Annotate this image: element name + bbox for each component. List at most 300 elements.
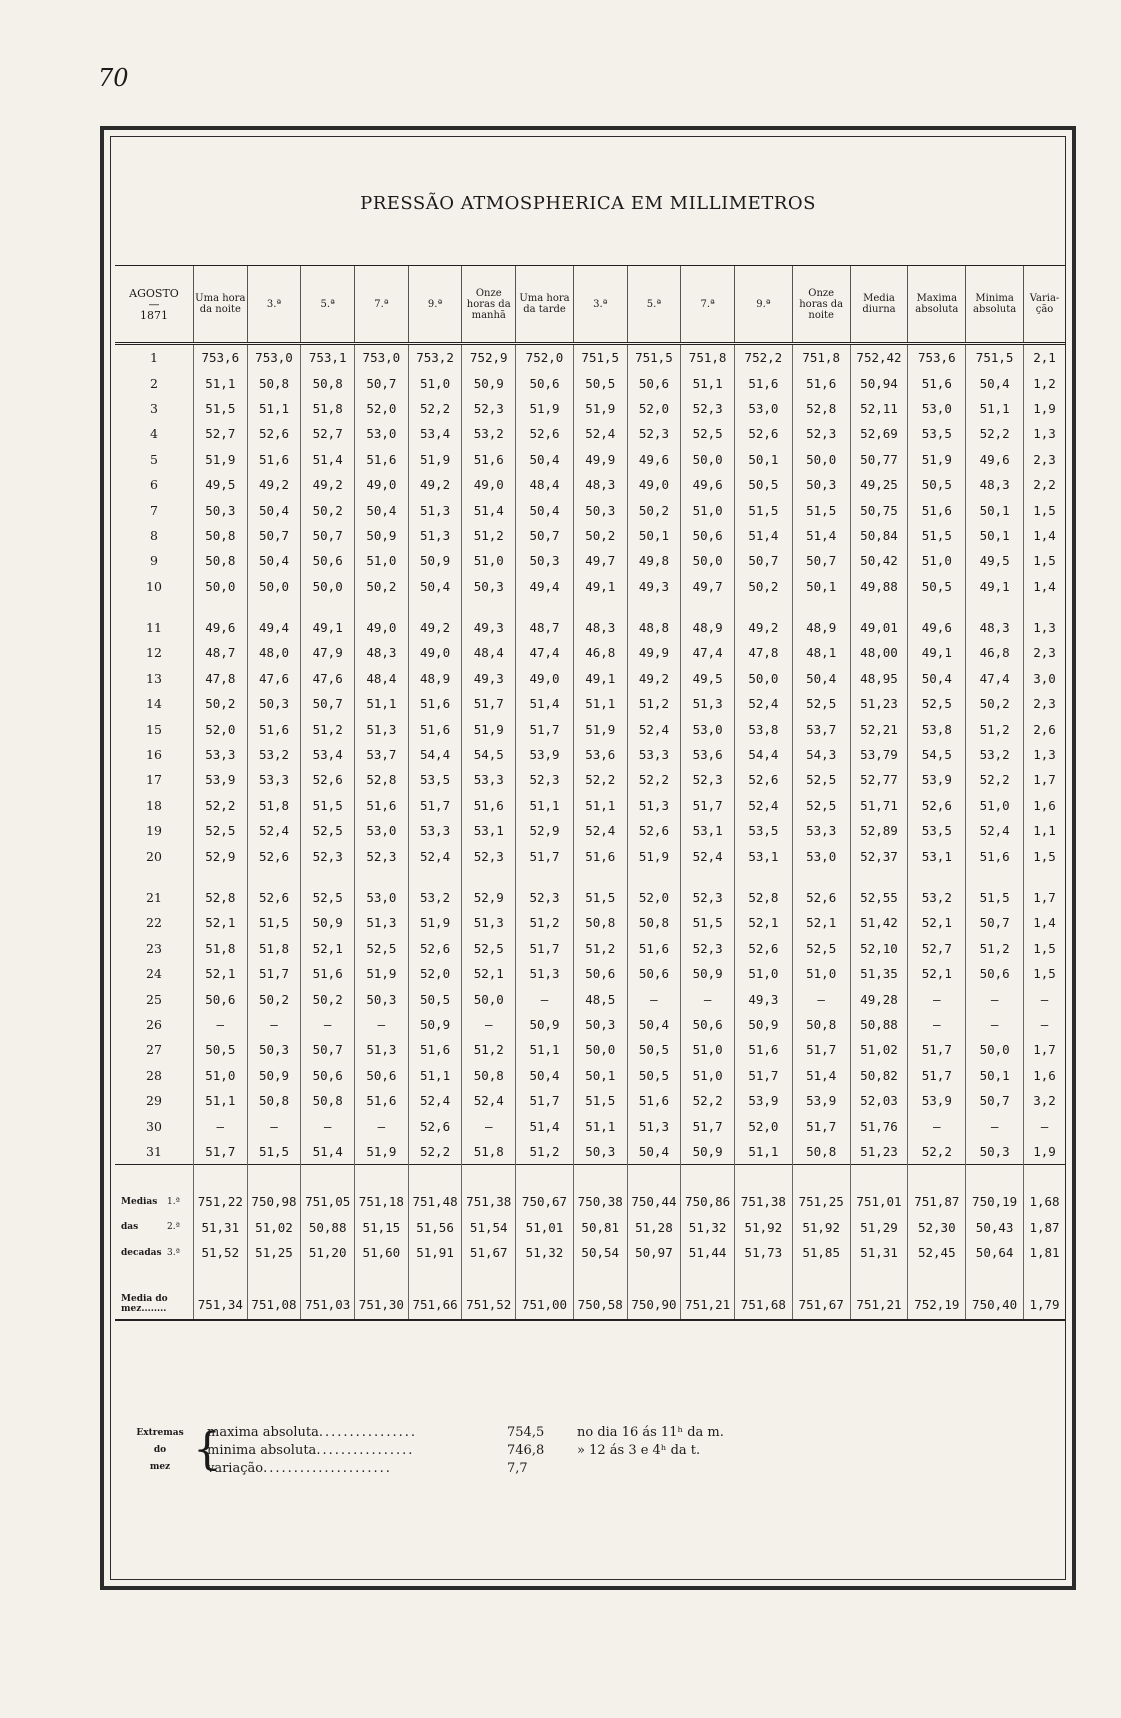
value-cell: — — [301, 1012, 355, 1037]
value-cell: 51,85 — [792, 1240, 850, 1265]
value-cell: 50,5 — [908, 472, 966, 497]
table-row — [115, 344, 1065, 371]
value-cell: 49,0 — [408, 640, 462, 665]
value-cell: 50,1 — [734, 447, 792, 472]
value-cell: 49,3 — [627, 574, 681, 599]
value-cell: 52,5 — [462, 936, 516, 961]
value-cell: 51,3 — [408, 523, 462, 548]
value-cell: 50,4 — [247, 497, 301, 522]
value-cell: 51,0 — [681, 497, 735, 522]
value-cell: — — [681, 986, 735, 1011]
value-cell: 50,2 — [301, 497, 355, 522]
value-cell: 51,2 — [966, 936, 1024, 961]
spacer-cell — [681, 1165, 735, 1190]
value-cell: 753,0 — [355, 344, 409, 371]
month-extremes — [111, 1417, 1071, 1517]
value-cell: 53,4 — [408, 421, 462, 446]
value-cell: 49,5 — [193, 472, 247, 497]
value-cell: 50,6 — [681, 1012, 735, 1037]
spacer-cell — [408, 869, 462, 885]
value-cell: 51,8 — [247, 936, 301, 961]
value-cell: 752,42 — [850, 344, 908, 371]
value-cell: 50,8 — [247, 370, 301, 395]
value-cell: 52,2 — [681, 1088, 735, 1113]
value-cell: 51,7 — [734, 1063, 792, 1088]
day-cell: 1 — [150, 350, 158, 366]
value-cell: 52,2 — [408, 1139, 462, 1165]
day-cell: 26 — [146, 1016, 162, 1032]
value-cell: 52,4 — [681, 843, 735, 868]
value-cell: 52,0 — [408, 961, 462, 986]
value-cell: 49,8 — [627, 548, 681, 573]
value-cell: 53,0 — [734, 396, 792, 421]
day-cell: 18 — [146, 797, 162, 813]
value-cell: 52,4 — [966, 818, 1024, 843]
value-cell: 51,6 — [792, 370, 850, 395]
value-cell: 51,4 — [516, 1113, 574, 1138]
value-cell: 49,7 — [681, 574, 735, 599]
value-cell: 51,5 — [247, 1139, 301, 1165]
value-cell: 51,4 — [734, 523, 792, 548]
value-cell: 51,44 — [681, 1240, 735, 1265]
value-cell: 50,8 — [792, 1139, 850, 1165]
value-cell: 53,2 — [408, 885, 462, 910]
table-row — [115, 793, 1065, 818]
value-cell: 51,23 — [850, 1139, 908, 1165]
day-cell: 24 — [146, 966, 162, 982]
value-cell: 52,3 — [681, 396, 735, 421]
spacer-cell — [247, 1265, 301, 1289]
table-row — [115, 716, 1065, 741]
value-cell: 50,77 — [850, 447, 908, 472]
value-cell: 51,52 — [193, 1240, 247, 1265]
value-cell: 52,7 — [193, 421, 247, 446]
value-cell: 51,6 — [355, 793, 409, 818]
value-cell: 751,25 — [792, 1189, 850, 1214]
value-cell: 51,4 — [516, 691, 574, 716]
value-cell: 750,67 — [516, 1189, 574, 1214]
spacer-cell — [193, 869, 247, 885]
day-cell: 9 — [150, 553, 158, 569]
header-col-5: Onze horas da manhã — [462, 266, 516, 344]
value-cell: 52,9 — [193, 843, 247, 868]
value-cell: 53,2 — [462, 421, 516, 446]
value-cell: 53,1 — [462, 818, 516, 843]
value-cell: 50,6 — [627, 961, 681, 986]
value-cell: 752,0 — [516, 344, 574, 371]
day-cell: 5 — [150, 451, 158, 467]
value-cell: 50,54 — [573, 1240, 627, 1265]
value-cell: 53,5 — [908, 818, 966, 843]
value-cell: 50,94 — [850, 370, 908, 395]
value-cell: 750,38 — [573, 1189, 627, 1214]
value-cell: 49,1 — [573, 574, 627, 599]
value-cell: — — [247, 1113, 301, 1138]
value-cell: 751,8 — [792, 344, 850, 371]
header-col-2: 5.ª — [301, 266, 355, 344]
value-cell: 51,0 — [734, 961, 792, 986]
value-cell: 50,4 — [627, 1012, 681, 1037]
value-cell: 51,5 — [966, 885, 1024, 910]
value-cell: 49,0 — [355, 615, 409, 640]
value-cell: 53,4 — [301, 742, 355, 767]
spacer-cell — [355, 1165, 409, 1190]
value-cell: 51,1 — [573, 793, 627, 818]
value-cell: — — [462, 1012, 516, 1037]
value-cell: 50,42 — [850, 548, 908, 573]
table-row — [115, 421, 1065, 446]
value-cell: 48,9 — [408, 666, 462, 691]
value-cell: 51,1 — [516, 1037, 574, 1062]
value-cell: 52,5 — [792, 936, 850, 961]
value-cell: 47,4 — [966, 666, 1024, 691]
value-cell: — — [355, 1113, 409, 1138]
table-row — [115, 472, 1065, 497]
value-cell: 51,6 — [462, 447, 516, 472]
value-cell: 51,0 — [966, 793, 1024, 818]
spacer-cell — [355, 869, 409, 885]
table-row — [115, 370, 1065, 395]
value-cell: 51,4 — [792, 523, 850, 548]
value-cell: 51,7 — [516, 936, 574, 961]
value-cell: 53,0 — [355, 818, 409, 843]
value-cell: 51,7 — [516, 843, 574, 868]
spacer-cell — [247, 599, 301, 615]
value-cell: 50,75 — [850, 497, 908, 522]
value-cell: 50,3 — [247, 1037, 301, 1062]
spacer-cell — [1024, 1265, 1065, 1289]
table-frame — [100, 126, 1076, 1590]
value-cell: 49,6 — [908, 615, 966, 640]
spacer-cell — [966, 869, 1024, 885]
value-cell: 51,3 — [462, 910, 516, 935]
value-cell: 751,21 — [681, 1289, 735, 1320]
spacer-cell — [516, 599, 574, 615]
value-cell: 53,8 — [734, 716, 792, 741]
value-cell: 51,3 — [627, 793, 681, 818]
spacer-cell — [247, 869, 301, 885]
value-cell: 50,1 — [627, 523, 681, 548]
value-cell: 49,5 — [681, 666, 735, 691]
value-cell: 53,9 — [908, 767, 966, 792]
value-cell: 51,60 — [355, 1240, 409, 1265]
value-cell: 52,6 — [516, 421, 574, 446]
value-cell: 52,1 — [734, 910, 792, 935]
value-cell: 51,92 — [734, 1215, 792, 1240]
value-cell: 50,7 — [355, 370, 409, 395]
value-cell: 52,1 — [193, 961, 247, 986]
value-cell: 50,5 — [627, 1063, 681, 1088]
table-title: PRESSÃO ATMOSPHERICA EM MILLIMETROS — [360, 193, 816, 214]
value-cell: 1,1 — [1024, 818, 1065, 843]
extremes-label: Extremas do mez — [136, 1428, 184, 1472]
value-cell: 53,7 — [792, 716, 850, 741]
value-cell: 50,3 — [966, 1139, 1024, 1165]
value-cell: 51,3 — [355, 1037, 409, 1062]
value-cell: 51,9 — [516, 396, 574, 421]
value-cell: 52,45 — [908, 1240, 966, 1265]
header-col-0: Uma hora da noite — [193, 266, 247, 344]
value-cell: — — [193, 1012, 247, 1037]
brace-icon: { — [193, 1424, 221, 1475]
value-cell: 751,08 — [247, 1289, 301, 1320]
day-cell: 6 — [150, 477, 158, 493]
value-cell: 1,4 — [1024, 574, 1065, 599]
spacer-cell — [966, 599, 1024, 615]
value-cell: 50,1 — [792, 574, 850, 599]
value-cell: — — [627, 986, 681, 1011]
table-row — [115, 666, 1065, 691]
value-cell: 51,9 — [908, 447, 966, 472]
spacer-cell — [627, 1265, 681, 1289]
value-cell: 50,9 — [516, 1012, 574, 1037]
value-cell: 51,92 — [792, 1215, 850, 1240]
header-col-15: Varia-ção — [1024, 266, 1065, 344]
value-cell: 1,5 — [1024, 497, 1065, 522]
decade-label: das 2.ª — [121, 1222, 180, 1233]
value-cell: 52,69 — [850, 421, 908, 446]
value-cell: 48,95 — [850, 666, 908, 691]
value-cell: 51,9 — [355, 1139, 409, 1165]
value-cell: 50,8 — [193, 523, 247, 548]
value-cell: 1,6 — [1024, 793, 1065, 818]
value-cell: 1,5 — [1024, 548, 1065, 573]
value-cell: 51,6 — [627, 1088, 681, 1113]
spacer-cell — [908, 1265, 966, 1289]
value-cell: 50,97 — [627, 1240, 681, 1265]
spacer-cell — [573, 1165, 627, 1190]
value-cell: 54,3 — [792, 742, 850, 767]
value-cell: 51,4 — [792, 1063, 850, 1088]
header-col-7: 3.ª — [573, 266, 627, 344]
value-cell: 51,6 — [301, 961, 355, 986]
value-cell: 47,6 — [247, 666, 301, 691]
value-cell: 48,3 — [355, 640, 409, 665]
value-cell: 52,0 — [627, 396, 681, 421]
value-cell: 1,9 — [1024, 396, 1065, 421]
value-cell: 51,0 — [681, 1063, 735, 1088]
value-cell: 53,6 — [681, 742, 735, 767]
value-cell: 751,22 — [193, 1189, 247, 1214]
header-col-13: Maxima absoluta — [908, 266, 966, 344]
value-cell: 52,6 — [408, 936, 462, 961]
value-cell: 51,1 — [573, 1113, 627, 1138]
spacer-cell — [115, 1265, 193, 1289]
value-cell: 1,68 — [1024, 1189, 1065, 1214]
value-cell: 51,42 — [850, 910, 908, 935]
value-cell: 51,2 — [573, 936, 627, 961]
value-cell: 50,7 — [966, 910, 1024, 935]
value-cell: 50,9 — [408, 548, 462, 573]
value-cell: — — [966, 1113, 1024, 1138]
value-cell: 751,21 — [850, 1289, 908, 1320]
value-cell: 49,0 — [462, 472, 516, 497]
value-cell: 52,1 — [908, 910, 966, 935]
value-cell: 50,9 — [247, 1063, 301, 1088]
value-cell: 49,9 — [627, 640, 681, 665]
value-cell: 51,1 — [355, 691, 409, 716]
value-cell: 50,4 — [408, 574, 462, 599]
spacer-cell — [462, 869, 516, 885]
value-cell: 750,58 — [573, 1289, 627, 1320]
value-cell: 50,0 — [681, 548, 735, 573]
value-cell: 753,6 — [908, 344, 966, 371]
value-cell: 50,3 — [516, 548, 574, 573]
value-cell: 52,21 — [850, 716, 908, 741]
value-cell: 751,5 — [573, 344, 627, 371]
value-cell: 52,0 — [193, 716, 247, 741]
day-cell: 28 — [146, 1067, 162, 1083]
value-cell: 1,7 — [1024, 767, 1065, 792]
value-cell: 751,34 — [193, 1289, 247, 1320]
value-cell: 50,8 — [301, 370, 355, 395]
value-cell: 54,5 — [462, 742, 516, 767]
value-cell: 1,3 — [1024, 742, 1065, 767]
value-cell: 51,02 — [247, 1215, 301, 1240]
value-cell: 51,8 — [193, 936, 247, 961]
spacer-cell — [193, 1265, 247, 1289]
value-cell: — — [516, 986, 574, 1011]
table-row — [115, 818, 1065, 843]
header-col-14: Minima absoluta — [966, 266, 1024, 344]
value-cell: 51,32 — [681, 1215, 735, 1240]
value-cell: — — [966, 986, 1024, 1011]
value-cell: 51,29 — [850, 1215, 908, 1240]
header-col-10: 9.ª — [734, 266, 792, 344]
spacer-cell — [850, 869, 908, 885]
value-cell: 51,6 — [408, 1037, 462, 1062]
value-cell: 51,8 — [301, 396, 355, 421]
header-col-9: 7.ª — [681, 266, 735, 344]
value-cell: 50,9 — [301, 910, 355, 935]
value-cell: 51,1 — [966, 396, 1024, 421]
value-cell: 52,3 — [516, 885, 574, 910]
spacer-cell — [908, 1165, 966, 1190]
value-cell: 52,10 — [850, 936, 908, 961]
value-cell: 47,8 — [193, 666, 247, 691]
spacer-cell — [1024, 869, 1065, 885]
value-cell: 50,43 — [966, 1215, 1024, 1240]
value-cell: 54,5 — [908, 742, 966, 767]
extreme-min-row: minima absoluta................ 746,8 » 12 ás 3 e 4ʰ da t. — [207, 1443, 701, 1458]
value-cell: 51,4 — [301, 447, 355, 472]
value-cell: 51,8 — [462, 1139, 516, 1165]
value-cell: 50,6 — [573, 961, 627, 986]
value-cell: 51,0 — [462, 548, 516, 573]
header-col-11: Onze horas da noite — [792, 266, 850, 344]
value-cell: 49,4 — [247, 615, 301, 640]
value-cell: 53,9 — [908, 1088, 966, 1113]
header-col-3: 7.ª — [355, 266, 409, 344]
value-cell: 49,6 — [193, 615, 247, 640]
value-cell: 52,1 — [792, 910, 850, 935]
value-cell: 49,28 — [850, 986, 908, 1011]
value-cell: 50,7 — [734, 548, 792, 573]
spacer-cell — [301, 599, 355, 615]
day-cell: 22 — [146, 915, 162, 931]
value-cell: — — [1024, 1113, 1065, 1138]
value-cell: 52,11 — [850, 396, 908, 421]
value-cell: 751,00 — [516, 1289, 574, 1320]
value-cell: 50,9 — [681, 961, 735, 986]
value-cell: 750,98 — [247, 1189, 301, 1214]
spacer-cell — [908, 869, 966, 885]
value-cell: 50,1 — [966, 1063, 1024, 1088]
value-cell: 751,38 — [462, 1189, 516, 1214]
value-cell: 1,3 — [1024, 615, 1065, 640]
value-cell: 51,7 — [681, 793, 735, 818]
value-cell: 750,86 — [681, 1189, 735, 1214]
value-cell: 751,38 — [734, 1189, 792, 1214]
value-cell: 52,2 — [408, 396, 462, 421]
value-cell: 3,0 — [1024, 666, 1065, 691]
value-cell: 51,5 — [301, 793, 355, 818]
value-cell: 49,0 — [627, 472, 681, 497]
value-cell: 53,0 — [681, 716, 735, 741]
spacer-cell — [462, 1265, 516, 1289]
value-cell: 50,7 — [301, 691, 355, 716]
value-cell: 51,6 — [408, 716, 462, 741]
value-cell: 52,2 — [966, 767, 1024, 792]
value-cell: 51,1 — [516, 793, 574, 818]
value-cell: 51,6 — [355, 447, 409, 472]
header-col-1: 3.ª — [247, 266, 301, 344]
value-cell: 50,7 — [966, 1088, 1024, 1113]
value-cell: 51,7 — [908, 1063, 966, 1088]
extreme-variation-row: variação..................... 7,7 — [207, 1461, 528, 1476]
spacer-cell — [247, 1165, 301, 1190]
value-cell: 52,6 — [247, 885, 301, 910]
value-cell: 51,1 — [193, 370, 247, 395]
value-cell: 50,6 — [966, 961, 1024, 986]
value-cell: 751,30 — [355, 1289, 409, 1320]
value-cell: 51,5 — [908, 523, 966, 548]
value-cell: 53,1 — [681, 818, 735, 843]
value-cell: 48,3 — [966, 472, 1024, 497]
value-cell: 49,4 — [516, 574, 574, 599]
table-row — [115, 548, 1065, 573]
value-cell: 49,88 — [850, 574, 908, 599]
value-cell: 52,5 — [301, 885, 355, 910]
spacer-cell — [792, 1165, 850, 1190]
spacer-cell — [966, 1165, 1024, 1190]
value-cell: 50,9 — [408, 1012, 462, 1037]
value-cell: 52,5 — [792, 767, 850, 792]
value-cell: 53,1 — [908, 843, 966, 868]
value-cell: 51,35 — [850, 961, 908, 986]
value-cell: 51,0 — [908, 548, 966, 573]
value-cell: 48,4 — [355, 666, 409, 691]
value-cell: 49,3 — [734, 986, 792, 1011]
value-cell: 753,2 — [408, 344, 462, 371]
value-cell: 1,4 — [1024, 910, 1065, 935]
value-cell: 53,0 — [792, 843, 850, 868]
value-cell: 52,89 — [850, 818, 908, 843]
value-cell: 52,4 — [247, 818, 301, 843]
spacer-cell — [1024, 1165, 1065, 1190]
value-cell: 52,4 — [734, 793, 792, 818]
table-row — [115, 1037, 1065, 1062]
value-cell: 52,7 — [908, 936, 966, 961]
value-cell: 51,0 — [193, 1063, 247, 1088]
value-cell: 52,3 — [301, 843, 355, 868]
value-cell: 3,2 — [1024, 1088, 1065, 1113]
value-cell: 50,3 — [462, 574, 516, 599]
value-cell: 53,3 — [627, 742, 681, 767]
value-cell: 50,2 — [573, 523, 627, 548]
value-cell: 52,4 — [734, 691, 792, 716]
day-cell: 11 — [146, 620, 162, 636]
